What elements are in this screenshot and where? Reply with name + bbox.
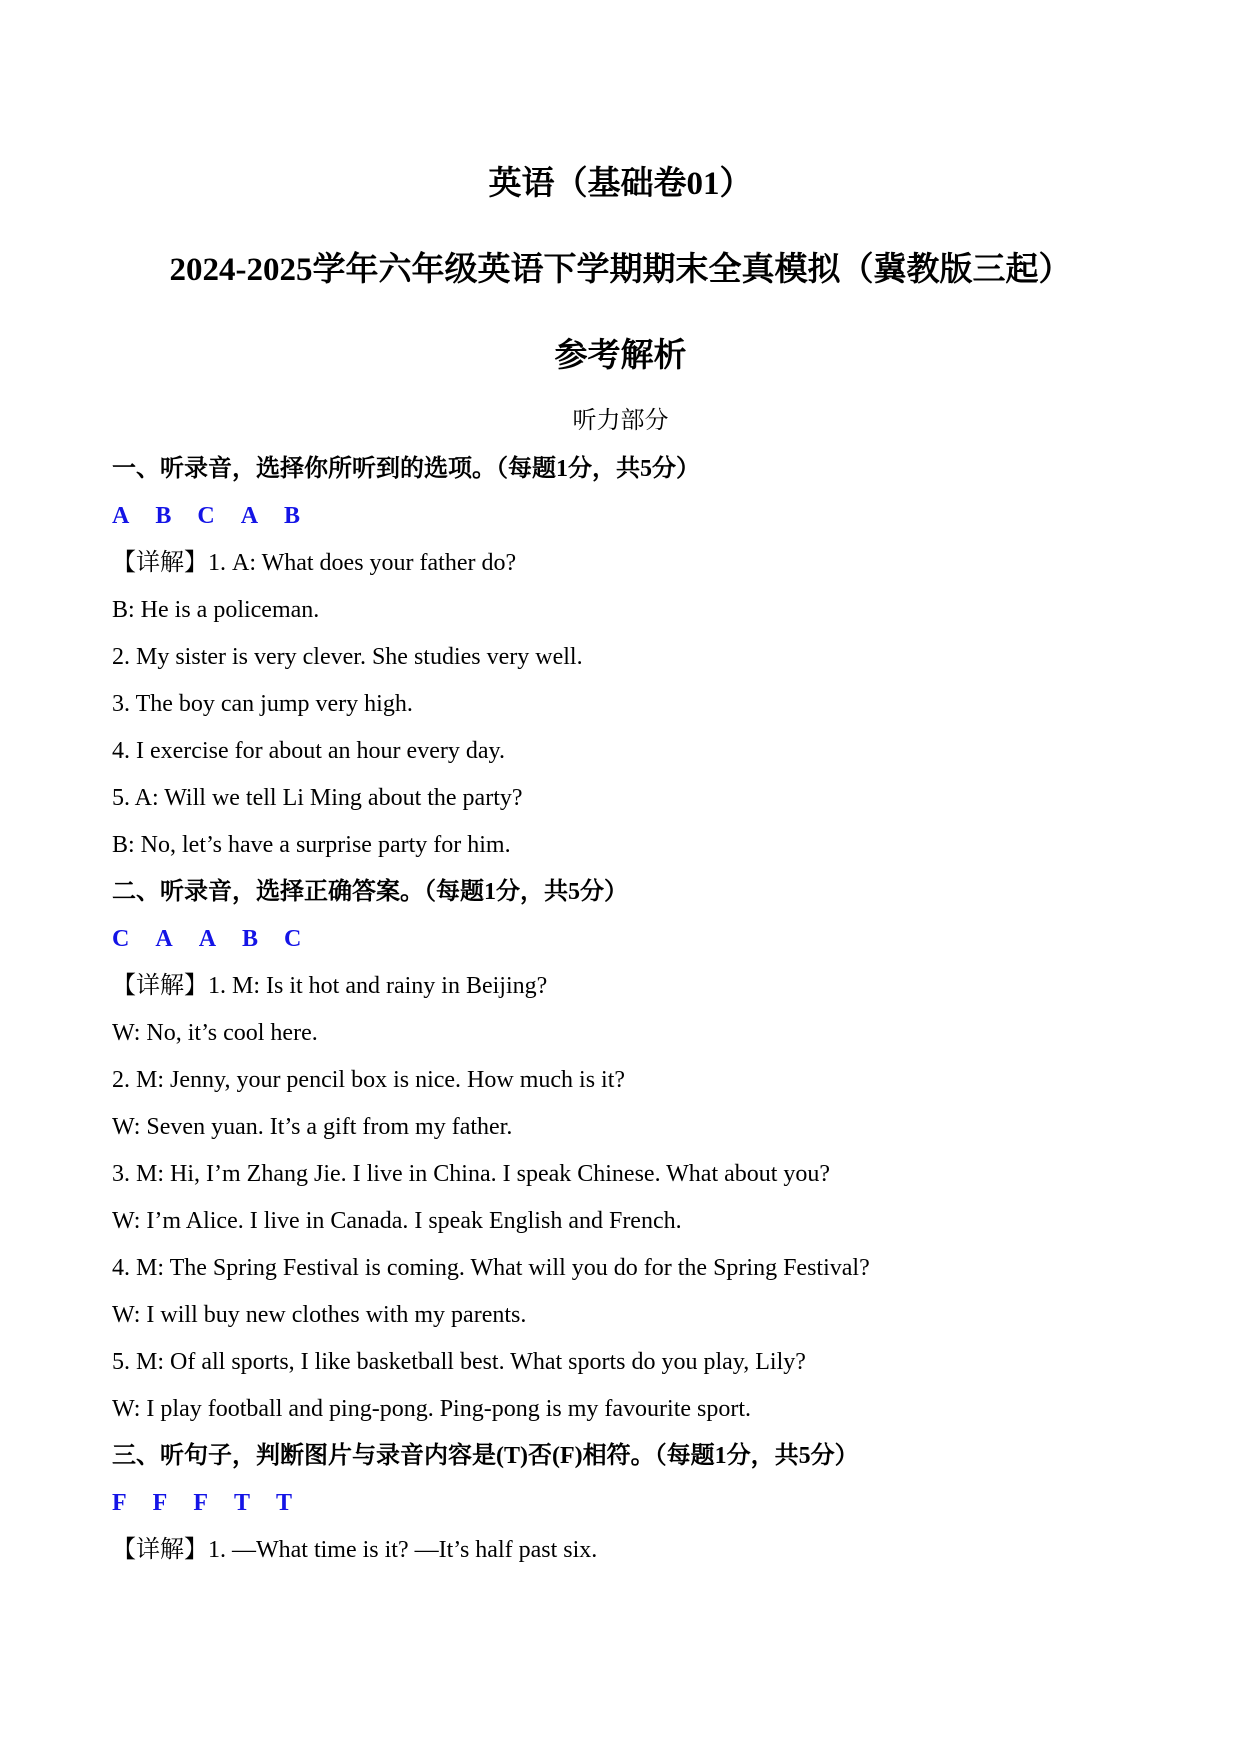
explanation-line: 2. M: Jenny, your pencil box is nice. How much is it? (112, 1067, 626, 1093)
section-heading: 一、听录音，选择你所听到的选项。（每题1分，共5分） (112, 456, 700, 482)
doc-subtitle: 2024-2025学年六年级英语下学期期末全真模拟（冀教版三起） (169, 252, 1072, 288)
section-heading: 二、听录音，选择正确答案。（每题1分，共5分） (112, 879, 628, 905)
explanation-line: 【详解】1. M: Is it hot and rainy in Beijing? (112, 973, 548, 999)
explanation-line: W: I play football and ping-pong. Ping-pong is my favourite sport. (112, 1396, 752, 1422)
explanation-line: 2. My sister is very clever. She studies very well. (112, 644, 583, 670)
part-title: 听力部分 (572, 408, 669, 434)
explanation-line: 【详解】1. —What time is it? —It’s half past six. (112, 1537, 598, 1563)
doc-section-title: 参考解析 (554, 338, 687, 374)
explanation-line: 3. The boy can jump very high. (112, 691, 413, 717)
answer: B (155, 503, 172, 529)
answer: T (234, 1490, 251, 1516)
answer: A (112, 503, 130, 529)
content (112, 446, 1132, 1574)
explanation-line: 【详解】1. A: What does your father do? (112, 550, 517, 576)
answer: F (112, 1490, 127, 1516)
answer-key (112, 916, 1132, 963)
answer-key (112, 493, 1132, 540)
answer: B (242, 926, 259, 952)
explanation-line: 4. I exercise for about an hour every day. (112, 738, 505, 764)
answer: F (193, 1490, 209, 1516)
answer: A (198, 926, 217, 952)
explanation-line: 5. A: Will we tell Li Ming about the party? (112, 785, 523, 811)
explanation-line: 5. M: Of all sports, I like basketball best. What sports do you play, Lily? (112, 1349, 806, 1375)
doc-title: 英语（基础卷01） (488, 166, 753, 202)
answer: A (155, 926, 173, 952)
answer: B (284, 503, 301, 529)
answer-key (112, 1480, 1132, 1527)
answer: C (284, 926, 302, 952)
answer: A (240, 503, 259, 529)
explanation-line: B: No, let’s have a surprise party for him. (112, 832, 511, 858)
explanation-line: W: No, it’s cool here. (112, 1020, 318, 1046)
answer: C (112, 926, 130, 952)
answer: F (152, 1490, 168, 1516)
answer: T (276, 1490, 293, 1516)
section-heading: 三、听句子，判断图片与录音内容是(T)否(F)相符。（每题1分，共5分） (112, 1443, 859, 1469)
explanation-line: B: He is a policeman. (112, 597, 320, 623)
explanation-line: 3. M: Hi, I’m Zhang Jie. I live in China. I speak Chinese. What about you? (112, 1161, 831, 1187)
explanation-line: 4. M: The Spring Festival is coming. What will you do for the Spring Festival? (112, 1255, 870, 1281)
answer: C (197, 503, 215, 529)
explanation-line: W: Seven yuan. It’s a gift from my father. (112, 1114, 513, 1140)
explanation-line: W: I’m Alice. I live in Canada. I speak English and French. (112, 1208, 682, 1234)
explanation-line: W: I will buy new clothes with my parents. (112, 1302, 527, 1328)
